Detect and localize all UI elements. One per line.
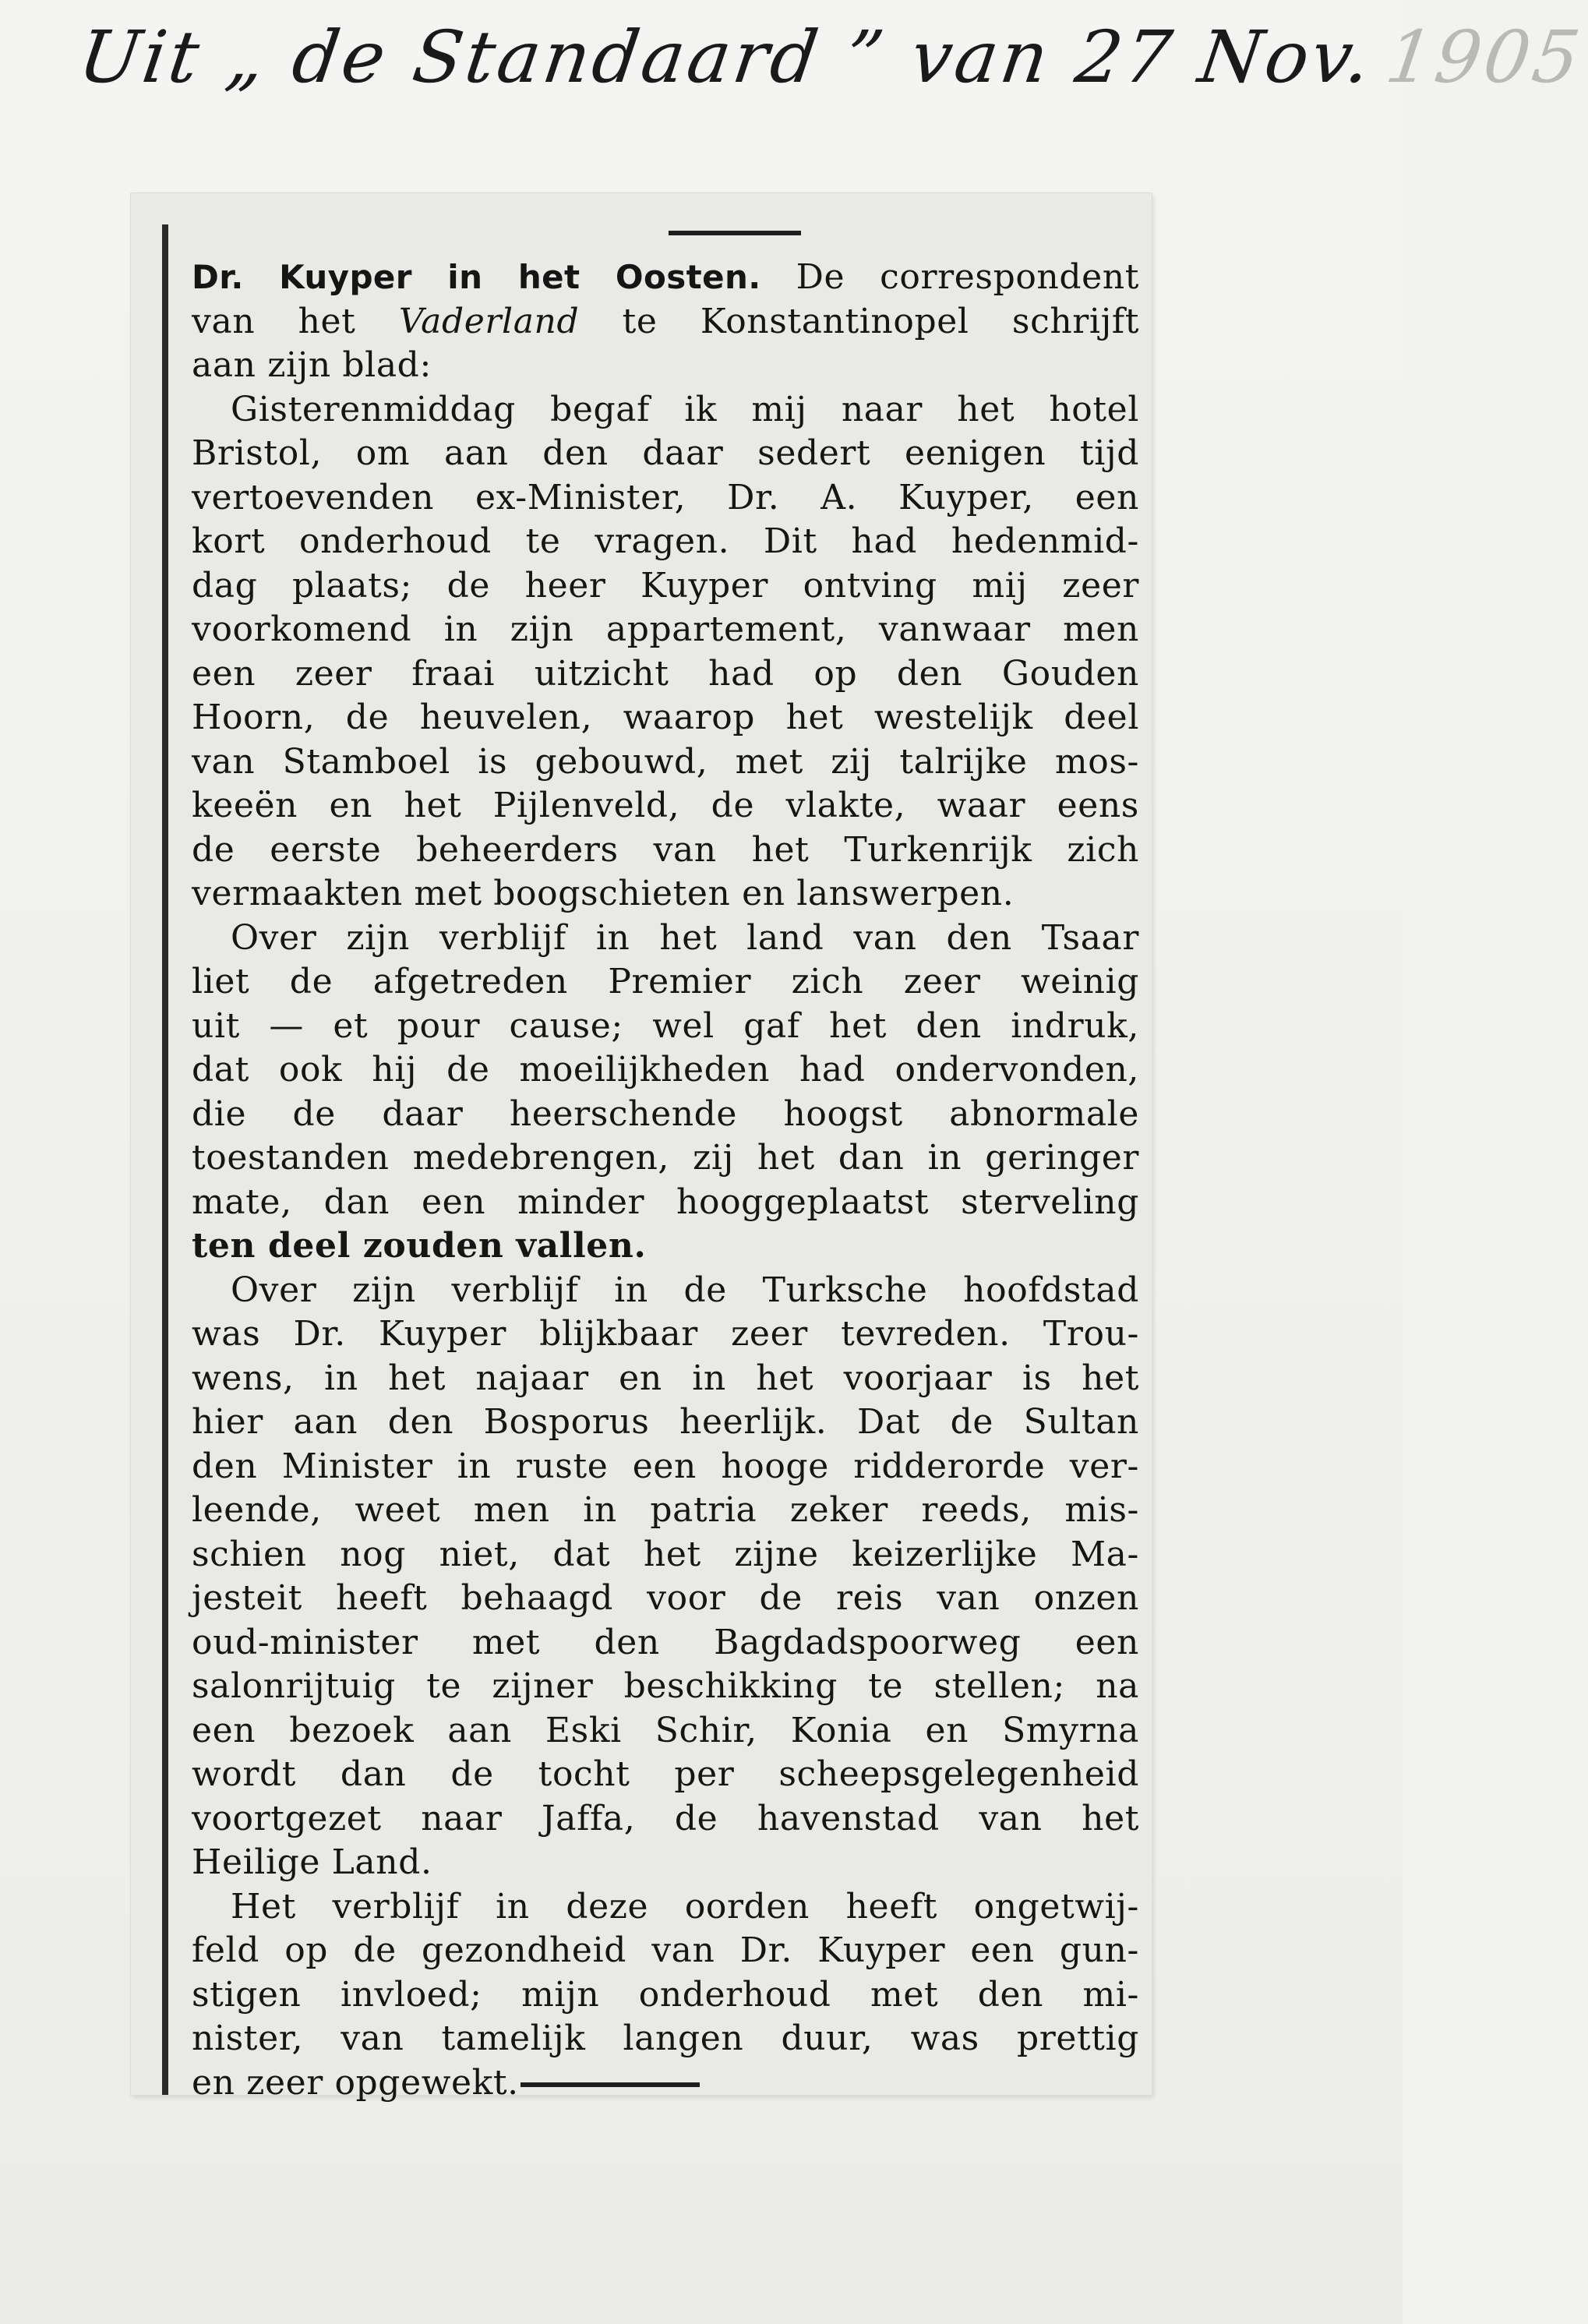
article-line: feld op de gezondheid van Dr. Kuyper een gun- bbox=[192, 1930, 1139, 1970]
article-line: vertoevenden ex-Minister, Dr. A. Kuyper, een bbox=[192, 477, 1139, 517]
article-line: jesteit heeft behaagd voor de reis van onzen bbox=[192, 1578, 1139, 1618]
article-line: een zeer fraai uitzicht had op den Gouden bbox=[192, 653, 1139, 694]
article-line: Gisterenmiddag begaf ik mij naar het hotel bbox=[231, 389, 1139, 429]
article-line: leende, weet men in patria zeker reeds, mis- bbox=[192, 1490, 1139, 1530]
article-line: die de daar heerschende hoogst abnormale bbox=[192, 1093, 1139, 1134]
article-line: oud-minister met den Bagdadspoorweg een bbox=[192, 1622, 1139, 1662]
article-line: ten deel zouden vallen. bbox=[192, 1226, 647, 1266]
article-line: dat ook hij de moeilijkheden had ondervonden, bbox=[192, 1050, 1139, 1090]
article-line-1 bbox=[192, 256, 1139, 300]
article-line: keeën en het Pijlenveld, de vlakte, waar eens bbox=[192, 786, 1139, 825]
article-line: dag plaats; de heer Kuyper ontving mij zeer bbox=[192, 565, 1139, 606]
article-body bbox=[192, 256, 1139, 2105]
article-line: Het verblijf in deze oorden heeft ongetwij- bbox=[231, 1886, 1139, 1927]
article-line: Over zijn verblijf in de Turksche hoofdstad bbox=[231, 1270, 1139, 1310]
article-line-2 bbox=[192, 300, 1139, 344]
handwritten-source-note bbox=[70, 16, 1588, 125]
article-line: wordt dan de tocht per scheepsgelegenheid bbox=[192, 1754, 1139, 1794]
article-line: Bristol, om aan den daar sedert eenigen tijd bbox=[192, 433, 1139, 473]
handwritten-source-text: Uit „ de Standaard ” van 27 Nov. bbox=[73, 16, 1379, 99]
article-line: was Dr. Kuyper blijkbaar zeer tevreden. Trou- bbox=[192, 1314, 1139, 1354]
article-line: toestanden medebrengen, zij het dan in geringer bbox=[192, 1138, 1139, 1178]
paragraph-4 bbox=[192, 1885, 1139, 2106]
article-line: schien nog niet, dat het zijne keizerlijke Ma- bbox=[192, 1534, 1139, 1574]
article-line: nister, van tamelijk langen duur, was prettig bbox=[192, 2018, 1139, 2058]
article-line: Heilige Land. bbox=[192, 1842, 432, 1882]
article-line: mate, dan een minder hooggeplaatst sterveling bbox=[192, 1181, 1139, 1222]
article-line: uit — et pour cause; wel gaf het den indruk, bbox=[192, 1005, 1139, 1046]
article-line: Over zijn verblijf in het land van den Tsaar bbox=[231, 917, 1139, 958]
article-line: Hoorn, de heuvelen, waarop het westelijk deel bbox=[192, 698, 1139, 737]
article-line: den Minister in ruste een hooge ridderorde ver- bbox=[192, 1446, 1139, 1486]
article-intro-text: De correspondent bbox=[796, 257, 1139, 297]
article-line: een bezoek aan Eski Schir, Konia en Smyrna bbox=[192, 1710, 1139, 1750]
article-line: voortgezet naar Jaffa, de havenstad van het bbox=[192, 1798, 1139, 1838]
clipping-top-rule bbox=[669, 231, 801, 235]
paragraph-3 bbox=[192, 1269, 1139, 1885]
newspaper-clipping bbox=[131, 193, 1152, 2103]
handwritten-year: 1905 bbox=[1381, 16, 1588, 99]
article-intro-2b: te Konstantinopel schrijft bbox=[622, 301, 1139, 341]
article-line: vermaakten met boogschieten en lanswerpen. bbox=[192, 874, 1015, 913]
article-line: kort onderhoud te vragen. Dit had hedenmid- bbox=[192, 521, 1139, 561]
article-intro-2a: van het bbox=[192, 301, 356, 341]
article-newspaper-name: Vaderland bbox=[398, 301, 580, 341]
article-headline: Dr. Kuyper in het Oosten. bbox=[192, 258, 761, 296]
article-line: de eerste beheerders van het Turkenrijk zich bbox=[192, 829, 1139, 870]
article-line: salonrijtuig te zijner beschikking te stellen; na bbox=[192, 1666, 1139, 1706]
article-line: van Stamboel is gebouwd, met zij talrijke mos- bbox=[192, 741, 1139, 782]
paragraph-1 bbox=[192, 388, 1139, 917]
article-line: stigen invloed; mijn onderhoud met den mi- bbox=[192, 1974, 1139, 2015]
article-line: wens, in het najaar en in het voorjaar is het bbox=[192, 1358, 1139, 1398]
clipping-left-border bbox=[162, 224, 168, 2095]
article-line: voorkomend in zijn appartement, vanwaar men bbox=[192, 609, 1139, 649]
article-line-3: aan zijn blad: bbox=[192, 345, 432, 385]
article-line: en zeer opgewekt. bbox=[192, 2062, 519, 2103]
paragraph-2 bbox=[192, 917, 1139, 1269]
article-line: hier aan den Bosporus heerlijk. Dat de Sultan bbox=[192, 1402, 1139, 1442]
article-line: liet de afgetreden Premier zich zeer weinig bbox=[192, 962, 1139, 1001]
